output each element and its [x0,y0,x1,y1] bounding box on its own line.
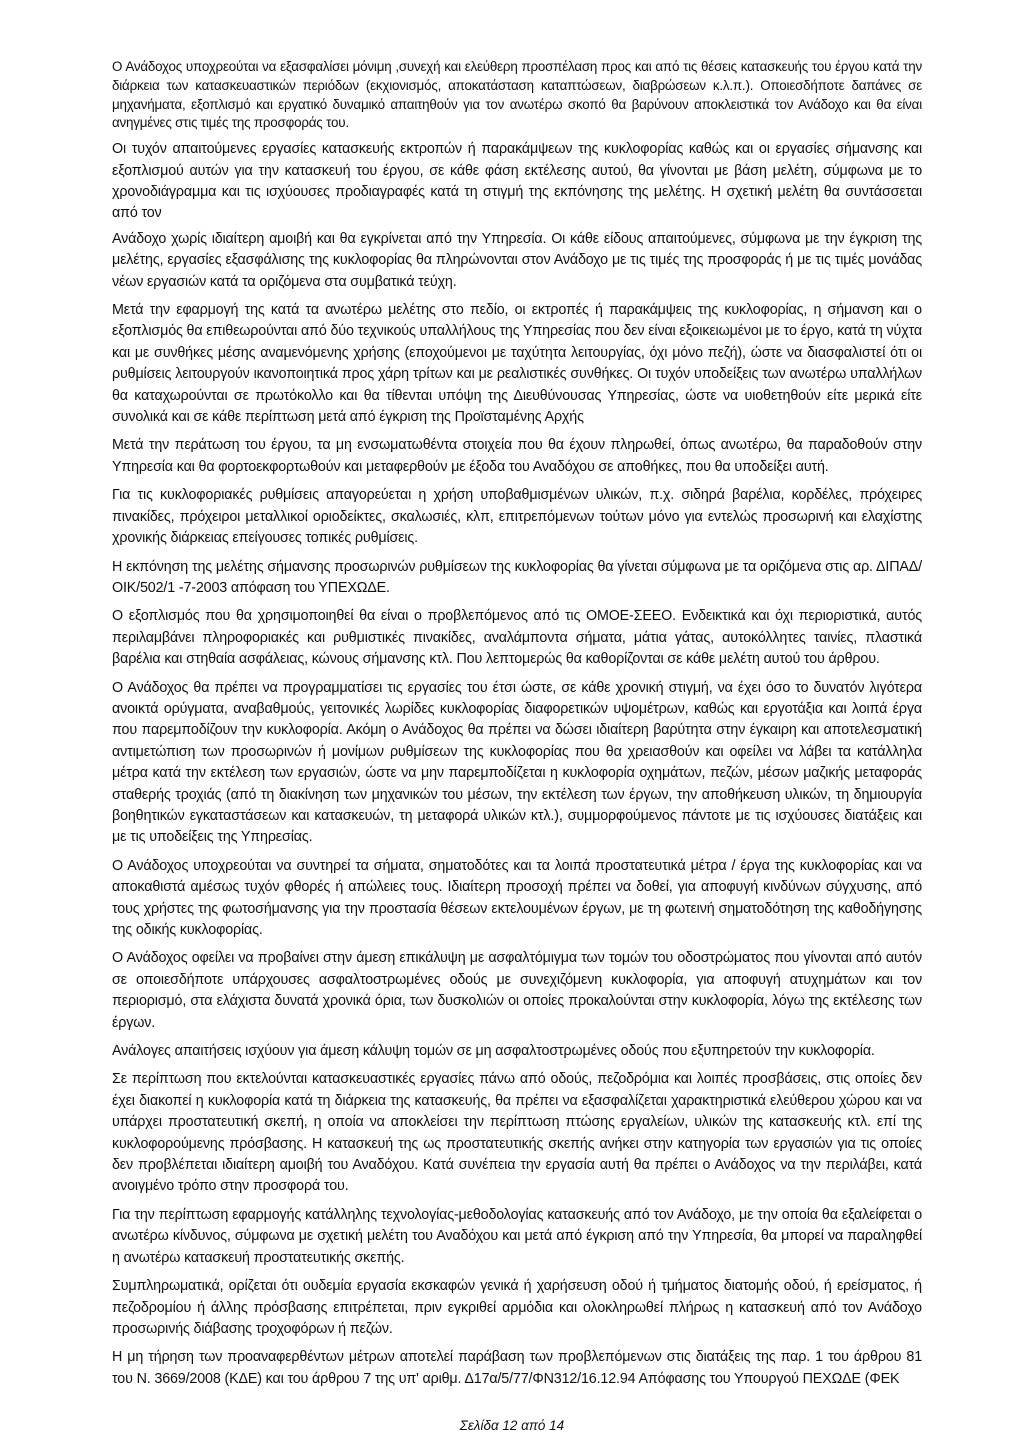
paragraph: Ο Ανάδοχος οφείλει να προβαίνει στην άμεση επικάλυψη με ασφαλτόμιγμα των τομών του οδοστρώματος που γίνονται από αυτόν σε οποιεσδήποτε υπάρχουσες ασφαλτοστρωμένες οδούς με συνεχιζόμενη κυκλοφορία, για αποφυγή ατυχημάτων και τον περιορισμό, στα ελάχιστα δυνατά χρονικά όρια, των δυσκολιών οι οποίες προκαλούνται στην κυκλοφορία, λόγω της εκτέλεσης των έργων. [112,950,922,1031]
paragraph: Οι τυχόν απαιτούμενες εργασίες κατασκευής εκτροπών ή παρακάμψεων της κυκλοφορίας καθώς και οι εργασίες σήμανσης και εξοπλισμού αυτών για την κατασκευή του έργου, σε κάθε φάση εκτέλεσης αυτού, θα γίνονται με βάση μελέτη, σύμφωνα με το χρονοδιάγραμμα και τις ισχύουσες προδιαγραφές κατά τη στιγμή της εκπόνησης της μελέτης. Η σχετική μελέτη θα συντάσσεται από τον [112,141,922,222]
paragraph: Ο εξοπλισμός που θα χρησιμοποιηθεί θα είναι ο προβλεπόμενος από τις ΟΜΟΕ-ΣΕΕΟ. Ενδεικτικά και όχι περιοριστικά, αυτός περιλαμβάνει πληροφοριακές και ρυθμιστικές πινακίδες, αναλάμποντα σήματα, μάτια γάτας, αυτοκόλλητες ταινίες, πλαστικά βαρέλια και στηθαία ασφάλειας, κώνους σήμανσης κτλ. Που λεπτομερώς θα καθορίζονται σε κάθε μελέτη αυτού του άρθρου. [112,608,922,668]
paragraph: Συμπληρωματικά, ορίζεται ότι ουδεμία εργασία εκσκαφών γενικά ή χαρήσευση οδού ή τμήματος διατομής οδού, ή ερείσματος, ή πεζοδρομίου ή άλλης πρόσβασης επιτρέπεται, πριν εγκριθεί αρμόδια και ολοκληρωθεί πλήρως η κατασκευή από τον Ανάδοχο προσωρινής διάβασης τροχοφόρων ή πεζών. [112,1278,922,1337]
page-number-footer: Σελίδα 12 από 14 [459,1418,565,1433]
paragraph: Ανάδοχο χωρίς ιδιαίτερη αμοιβή και θα εγκρίνεται από την Υπηρεσία. Οι κάθε είδους απαιτούμενες, σύμφωνα με την έγκριση της μελέτης, εργασίες εξασφάλισης της κυκλοφορίας θα πληρώνονται στον Ανάδοχο με τις τιμές της προσφοράς ή με τις τιμές μονάδας νέων εργασιών κατά τα οριζόμενα στα συμβατικά τεύχη. [112,230,922,290]
paragraph: Ανάλογες απαιτήσεις ισχύουν για άμεση κάλυψη τομών σε μη ασφαλτοστρωμένες οδούς που εξυπηρετούν την κυκλοφορία. [112,1043,875,1060]
paragraph: Η μη τήρηση των προαναφερθέντων μέτρων αποτελεί παράβαση των προβλεπόμενων στις διατάξεις της παρ. 1 του άρθρου 81 του Ν. 3669/2008 (ΚΔΕ) και του άρθρου 7 της υπ' αριθμ. Δ17α/5/77/ΦΝ312/16.12.94 Απόφασης του Υπουργού ΠΕΧΩΔΕ (ΦΕΚ [112,1349,922,1387]
paragraph: Για τις κυκλοφοριακές ρυθμίσεις απαγορεύεται η χρήση υποβαθμισμένων υλικών, π.χ. σιδηρά βαρέλια, κορδέλες, πρόχειρες πινακίδες, πρόχειροι μεταλλικοί οριοδείκτες, σκαλωσιές, κλπ, επιτρεπόμενων τούτων μόνο για εντελώς προσωρινή και ελαχίστης χρονικής διάρκειας επείγουσες τοπικές ρυθμίσεις. [112,487,922,547]
paragraph: Η εκπόνηση της μελέτης σήμανσης προσωρινών ρυθμίσεων της κυκλοφορίας θα γίνεται σύμφωνα με τα οριζόμενα στις αρ. ΔΙΠΑΔ/ΟΙΚ/502/1 -7-2003 απόφαση του ΥΠΕΧΩΔΕ. [112,558,922,596]
paragraph: Σε περίπτωση που εκτελούνται κατασκευαστικές εργασίες πάνω από οδούς, πεζοδρόμια και λοιπές προσβάσεις, στις οποίες δεν έχει διακοπεί η κυκλοφορία κατά τη διάρκεια της κατασκευής, θα πρέπει να εξασφαλίζεται χαρακτηριστικά ελεύθερου χώρου και να υπάρχει προστατευτική σκεπή, η οποία να αποκλείσει την περίπτωση πτώσης εργαλείων, υλικών της κατασκευής κτλ. επί της κυκλοφορούμενης πρόσβασης. Η κατασκευή της ως προστατευτικής σκεπής ανήκει στην κατηγορία των εργασιών για τις οποίες δεν προβλέπεται ιδιαίτερη αμοιβή του Αναδόχου. Κατά συνέπεια την εργασία αυτή θα πρέπει ο Ανάδοχος να την περιλάβει, κατά ανοιγμένο τρόπο στην προσφορά του. [112,1071,922,1195]
paragraph: Ο Ανάδοχος θα πρέπει να προγραμματίσει τις εργασίες του έτσι ώστε, σε κάθε χρονική στιγμή, να έχει όσο το δυνατόν λιγότερα ανοικτά ορύγματα, αναβαθμούς, γειτονικές λωρίδες κυκλοφορίας διαφορετικών υψομέτρων, καθώς και εργοτάξια και λοιπά έργα που παρεμποδίζουν την κυκλοφορία. Ακόμη ο Ανάδοχος θα πρέπει να δώσει ιδιαίτερη βαρύτητα στην έγκαιρη και αποτελεσματική αντιμετώπιση των προσωρινών ή μονίμων ρυθμίσεων της κυκλοφορίας που θα χρειασθούν και οφείλει να λάβει τα κατάλληλα μέτρα κατά την εκτέλεση των εργασιών, ώστε να μην παρεμποδίζεται η κυκλοφορία οχημάτων, πεζών, μέσων μαζικής μεταφοράς σταθερής τροχιάς (από τη διακίνηση των μηχανικών του μέσων, την εκτέλεση των έργων, την αποθήκευση υλικών, τη δημιουργία βοηθητικών εγκαταστάσεων και κατασκευών, τη μεταφορά υλικών κτλ.), συμμορφούμενος πάντοτε με τις ισχύουσες διατάξεις και με τις υποδείξεις της Υπηρεσίας. [112,679,922,846]
paragraph: Μετά την περάτωση του έργου, τα μη ενσωματωθέντα στοιχεία που θα έχουν πληρωθεί, όπως ανωτέρω, θα παραδοθούν στην Υπηρεσία και θα φορτοεκφορτωθούν και μεταφερθούν με έξοδα του Αναδόχου σε αποθήκες, που θα υποδείξει αυτή. [112,437,922,475]
paragraph: Μετά την εφαρμογή της κατά τα ανωτέρω μελέτης στο πεδίο, οι εκτροπές ή παρακάμψεις της κυκλοφορίας, η σήμανση και ο εξοπλισμός θα επιθεωρούνται από δύο τεχνικούς υπαλλήλους της Υπηρεσίας που δεν είναι εξοικειωμένοι με το έργο, κατά τη νύχτα και με συνθήκες μέσης αναμενόμενης χρήσης (εποχούμενοι με ταχύτητα λειτουργίας, όχι μόνο πεζή), ώστε να διασφαλιστεί ότι οι ρυθμίσεις λειτουργούν ικανοποιητικά προς χάρη τρίτων και με ρεαλιστικές συνθήκες. Οι τυχόν υποδείξεις των ανωτέρω υπαλλήλων θα καταχωρούνται σε πρωτόκολλο και θα τίθενται υπόψη της Διευθύνουσας Υπηρεσίας, ώστε να υιοθετηθούν είτε μερικά είτε συνολικά και σε κάθε περίπτωση μετά από έγκριση της Προϊσταμένης Αρχής [112,302,922,426]
paragraph: Για την περίπτωση εφαρμογής κατάλληλης τεχνολογίας-μεθοδολογίας κατασκευής από τον Ανάδοχο, με την οποία θα εξαλείφεται ο ανωτέρω κίνδυνος, σύμφωνα με σχετική μελέτη του Αναδόχου και μετά από έγκριση από την Υπηρεσία, θα μπορεί να παραληφθεί η ανωτέρω κατασκευή προστατευτικής σκεπής. [112,1206,922,1266]
paragraph: Ο Ανάδοχος υποχρεούται να εξασφαλίσει μόνιμη ,συνεχή και ελεύθερη προσπέλαση προς και από τις θέσεις κατασκευής του έργου κατά την διάρκεια των κατασκευαστικών περιόδων (εκχιονισμός, αποκατάσταση καταπτώσεων, διαβρώσεων κ.λ.π.). Οποιεσδήποτε δαπάνες σε μηχανήματα, εξοπλισμό και εργατικό δυναμικό απαιτηθούν για τον ανωτέρω σκοπό θα βαρύνουν αποκλειστικά τον Ανάδοχο και θα είναι ανηγμένες στις τιμές της προσφοράς του. [112,59,922,131]
document-body [112,58,922,1397]
paragraph: Ο Ανάδοχος υποχρεούται να συντηρεί τα σήματα, σηματοδότες και τα λοιπά προστατευτικά μέτρα / έργα της κυκλοφορίας και να αποκαθιστά αμέσως τυχόν φθορές ή απώλειες τους. Ιδιαίτερη προσοχή πρέπει να δοθεί, για αποφυγή κινδύνων σύγχυσης, από τους χρήστες της φωτοσήμανσης για την προστασία θέσεων εκτελουμένων έργων, με τη φωτεινή σηματοδότηση της καθοδήγησης της οδικής κυκλοφορίας. [112,857,922,938]
